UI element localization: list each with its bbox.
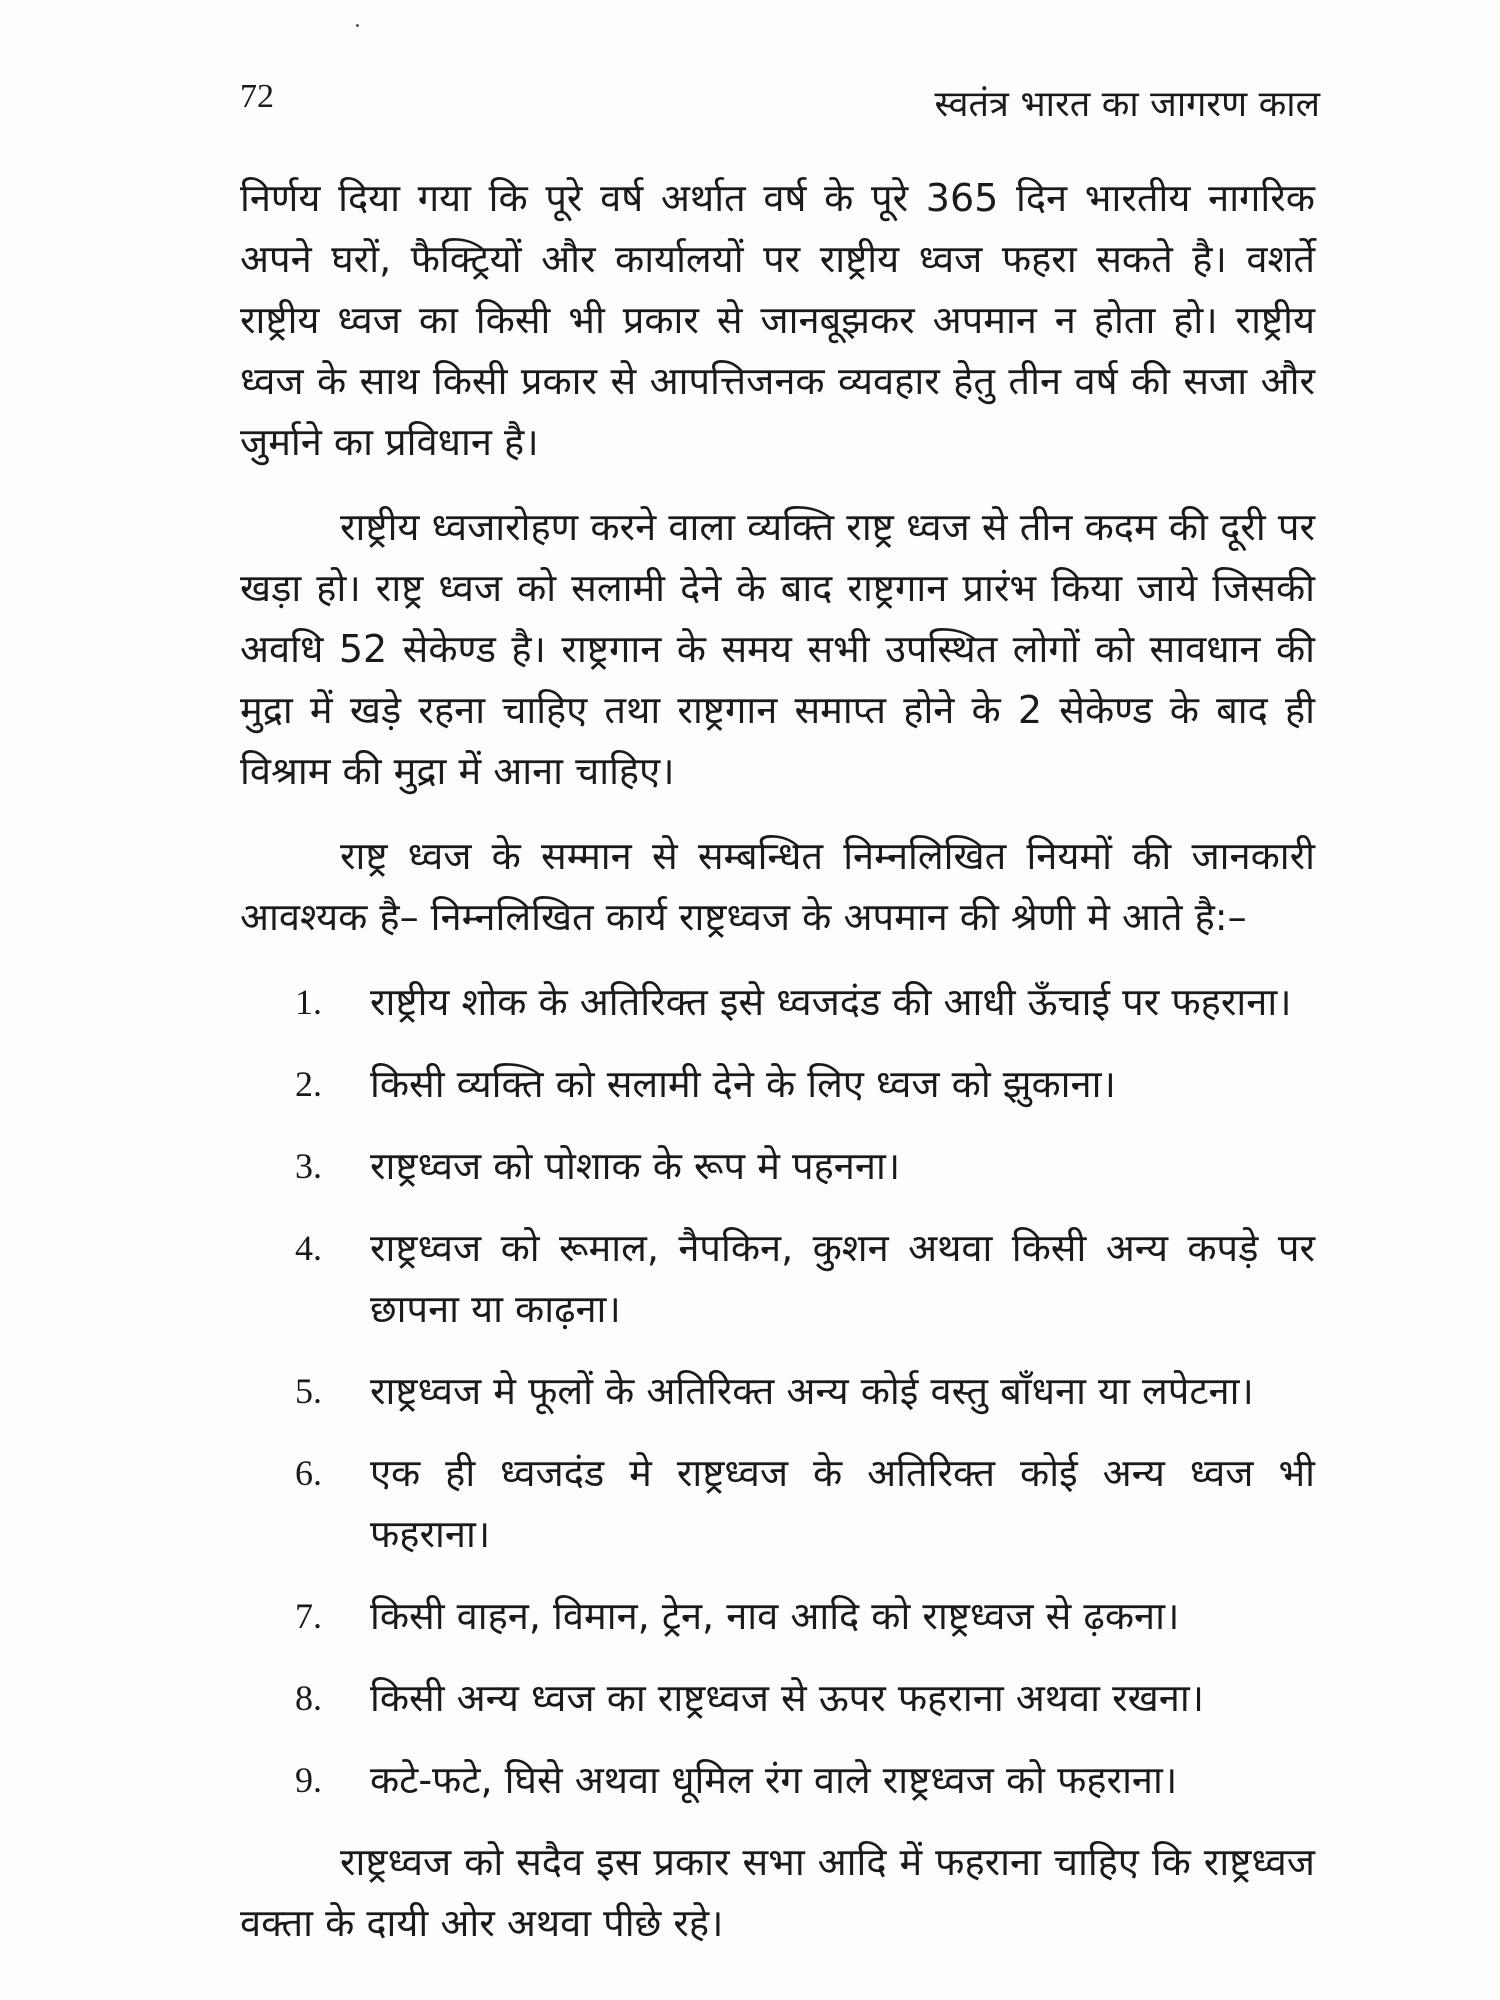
list-item bbox=[240, 1218, 1315, 1340]
list-item bbox=[240, 1443, 1315, 1565]
scan-speck bbox=[356, 24, 359, 27]
list-item-text: एक ही ध्वजदंड मे राष्ट्रध्वज के अतिरिक्त कोई अन्य ध्वज भी फहराना। bbox=[370, 1451, 1315, 1556]
paragraph-flag-display-law: निर्णय दिया गया कि पूरे वर्ष अर्थात वर्ष के पूरे 365 दिन भारतीय नागरिक अपने घरों, फैक्ट्रियों और कार्यालयों पर राष्ट्रीय ध्वज फहरा सकते है। वशर्ते राष्ट्रीय ध्वज का किसी भी प्रकार से जानबूझकर अपमान न होता हो। राष्ट्रीय ध्वज के साथ किसी प्रकार से आपत्तिजनक व्यवहार हेतु तीन वर्ष की सजा और जुर्माने का प्रविधान है। bbox=[240, 176, 1315, 464]
list-item-text: राष्ट्रध्वज को रूमाल, नैपकिन, कुशन अथवा किसी अन्य कपड़े पर छापना या काढ़ना। bbox=[370, 1226, 1315, 1331]
list-item bbox=[240, 1361, 1315, 1422]
list-item bbox=[240, 1750, 1315, 1811]
page-number: 72 bbox=[240, 78, 274, 115]
list-item bbox=[240, 972, 1315, 1033]
list-item-text: किसी व्यक्ति को सलामी देने के लिए ध्वज को झुकाना। bbox=[370, 1062, 1116, 1106]
list-item-number: 9. bbox=[295, 1760, 322, 1800]
list-item bbox=[240, 1136, 1315, 1197]
list-item-number: 6. bbox=[295, 1453, 322, 1493]
list-item-number: 7. bbox=[295, 1596, 322, 1636]
list-item-number: 4. bbox=[295, 1228, 322, 1268]
list-item-text: किसी वाहन, विमान, ट्रेन, नाव आदि को राष्ट्रध्वज से ढ़कना। bbox=[370, 1594, 1180, 1638]
paragraph-flag-hoisting-procedure: राष्ट्रीय ध्वजारोहण करने वाला व्यक्ति राष्ट्र ध्वज से तीन कदम की दूरी पर खड़ा हो। राष्ट्र ध्वज को सलामी देने के बाद राष्ट्रगान प्रारंभ किया जाये जिसकी अवधि 52 सेकेण्ड है। राष्ट्रगान के समय सभी उपस्थित लोगों को सावधान की मुद्रा में खड़े रहना चाहिए तथा राष्ट्रगान समाप्त होने के 2 सेकेण्ड के बाद ही विश्राम की मुद्रा में आना चाहिए। bbox=[240, 505, 1315, 793]
list-item-text: राष्ट्रध्वज मे फूलों के अतिरिक्त अन्य कोई वस्तु बाँधना या लपेटना। bbox=[370, 1369, 1254, 1413]
list-item-text: राष्ट्रध्वज को पोशाक के रूप मे पहनना। bbox=[370, 1144, 901, 1188]
list-item-number: 3. bbox=[295, 1146, 322, 1186]
list-item-number: 5. bbox=[295, 1371, 322, 1411]
list-item bbox=[240, 1586, 1315, 1647]
list-item bbox=[240, 1054, 1315, 1115]
list-item bbox=[240, 1668, 1315, 1729]
list-item-number: 8. bbox=[295, 1678, 322, 1718]
list-item-text: किसी अन्य ध्वज का राष्ट्रध्वज से ऊपर फहराना अथवा रखना। bbox=[370, 1676, 1205, 1720]
list-item-text: कटे-फटे, घिसे अथवा धूमिल रंग वाले राष्ट्रध्वज को फहराना। bbox=[370, 1758, 1178, 1802]
flag-disrespect-rules-list bbox=[240, 972, 1315, 1811]
list-item-text: राष्ट्रीय शोक के अतिरिक्त इसे ध्वजदंड की आधी ऊँचाई पर फहराना। bbox=[370, 980, 1292, 1024]
page-body bbox=[240, 168, 1315, 1978]
list-item-number: 2. bbox=[295, 1064, 322, 1104]
paragraph-closing: राष्ट्रध्वज को सदैव इस प्रकार सभा आदि में फहराना चाहिए कि राष्ट्रध्वज वक्ता के दायी ओर अथवा पीछे रहे। bbox=[240, 1840, 1315, 1945]
paragraph-rules-intro: राष्ट्र ध्वज के सम्मान से सम्बन्धित निम्नलिखित नियमों की जानकारी आवश्यक है– निम्नलिखित कार्य राष्ट्रध्वज के अपमान की श्रेणी मे आते है:– bbox=[240, 834, 1315, 939]
page-header bbox=[240, 78, 1320, 128]
running-title: स्वतंत्र भारत का जागरण काल bbox=[934, 84, 1320, 125]
list-item-number: 1. bbox=[295, 982, 322, 1022]
